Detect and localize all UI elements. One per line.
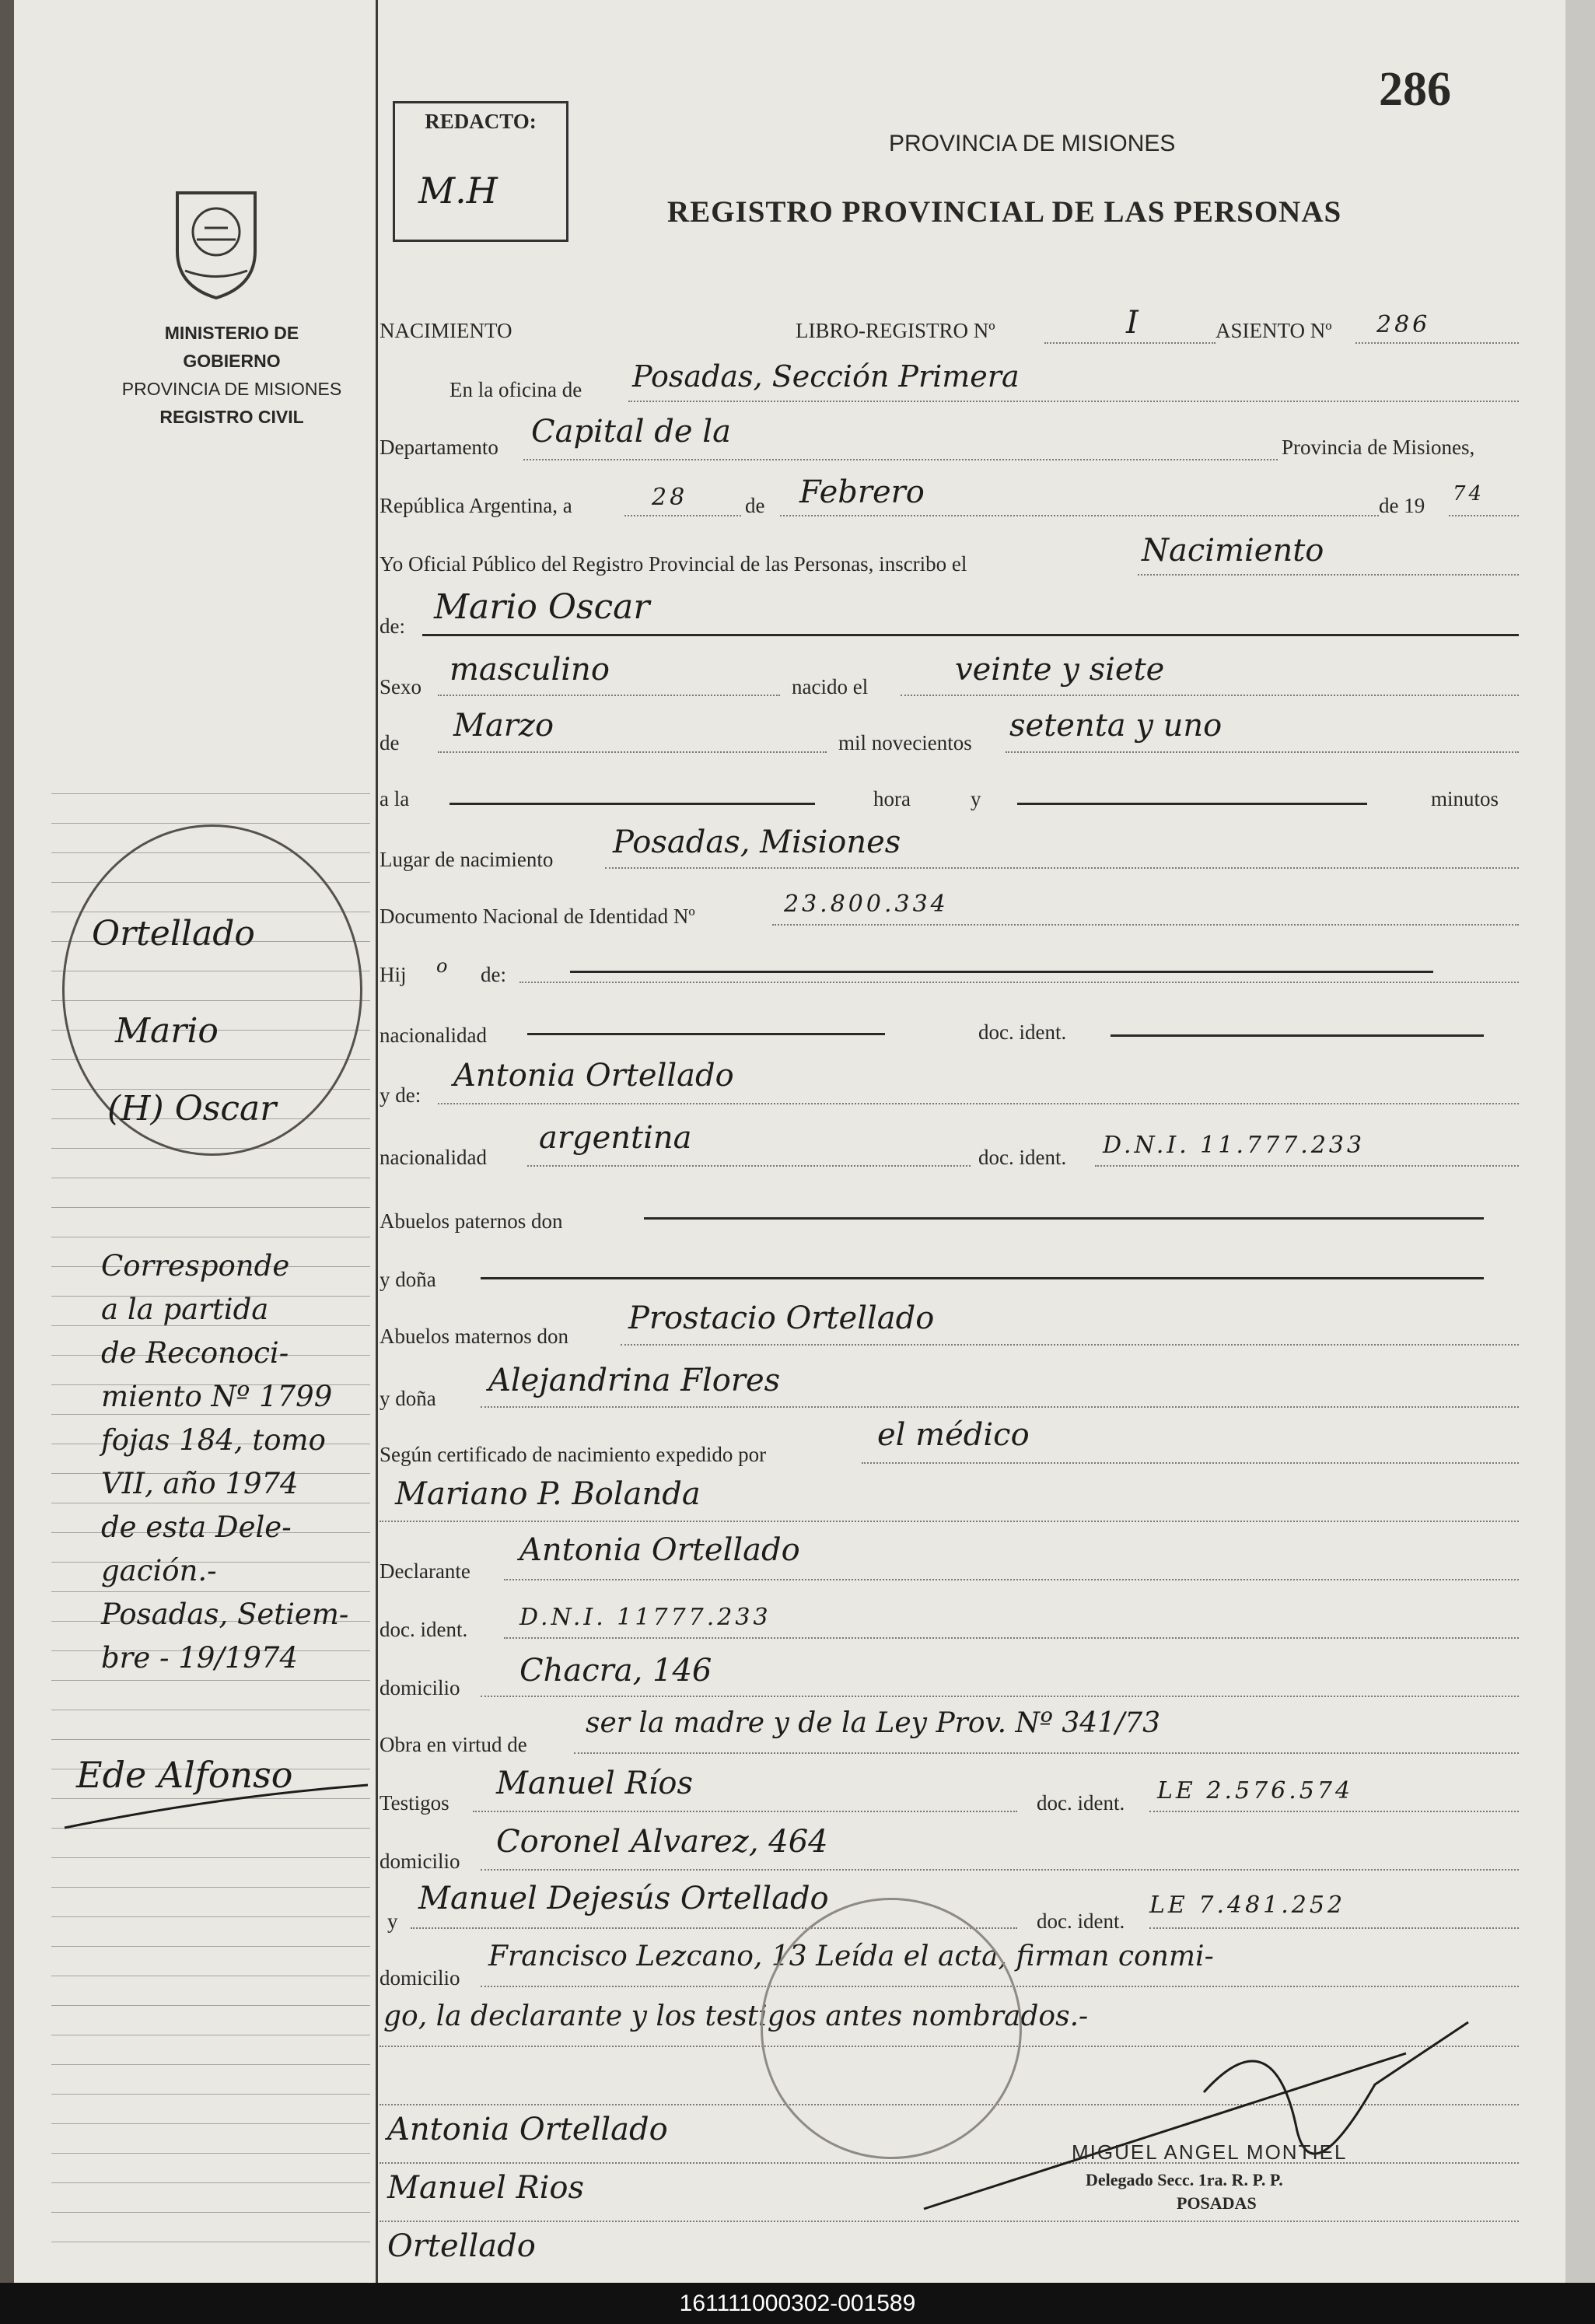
margin-rule-line [51,823,370,824]
binding-edge [0,0,14,2283]
y-label: y [971,787,981,810]
hijo-de-label: de: [481,963,506,986]
abuelos-paternos-label: Abuelos paternos don [380,1209,563,1233]
declarante-value: Antonia Ortellado [519,1532,800,1568]
margin-annotation: Corresponde a la partida de Reconoci- miento Nº 1799 fojas 184, tomo VII, año 1974 de esta Dele- gación.- Posadas, Setiem- bre - 19/1974 [101,1249,349,1675]
certificado-label: Según certificado de nacimiento expedido por [380,1443,767,1466]
margin-rule-line [51,1207,370,1208]
testigo2-value: Manuel Dejesús Ortellado [418,1881,829,1916]
certificado-value: el médico [877,1417,1030,1453]
madre-value: Antonia Ortellado [453,1058,734,1094]
a-la-label: a la [380,787,410,810]
margin-rule-line [51,2094,370,2095]
official-city: POSADAS [1177,2193,1257,2213]
abuelos-maternos-label: Abuelos maternos don [380,1325,568,1348]
margin-rule [376,0,378,2283]
margin-signature: Ede Alfonso [76,1754,293,1796]
dni-label: Documento Nacional de Identidad Nº [380,905,695,928]
medico-value: Mariano P. Bolanda [395,1476,701,1512]
page-stack-edge [1565,0,1595,2283]
redacto-box [393,101,568,242]
oficial-value: Nacimiento [1142,533,1324,569]
obra-value: ser la madre y de la Ley Prov. Nº 341/73 [586,1707,1161,1739]
province-crest-icon [166,177,267,302]
dia-value: 28 [652,484,688,511]
register-page [14,0,1565,2283]
republica-label: República Argentina, a [380,494,572,517]
margin-rule-line [51,2153,370,2154]
anio-label: de 19 [1379,494,1425,517]
ministry-line3: REGISTRO CIVIL [159,407,304,427]
abuelos-paternos-dona-label: y doña [380,1268,436,1291]
nombre-value: Mario Oscar [434,587,650,627]
domicilio-t1-value: Coronel Alvarez, 464 [496,1824,828,1860]
departamento-label: Departamento [380,436,498,459]
doc-decl-label: doc. ident. [380,1618,468,1641]
provincia-suffix: Provincia de Misiones, [1282,436,1475,459]
margin-rule-line [51,2182,370,2183]
doc-ident-label: doc. ident. [978,1020,1067,1044]
domicilio-t1-label: domicilio [380,1850,460,1873]
margin-rule-line [51,1680,370,1681]
nacido-label: nacido el [792,675,869,698]
doc-t1-label: doc. ident. [1037,1791,1125,1815]
margin-stamp-line1: Ortellado [92,914,255,954]
record-type-label: NACIMIENTO [380,319,512,342]
libro-value: I [1126,305,1139,341]
domicilio-t2-value: Francisco Lezcano, 13 Leída el acta, firman conmi- [488,1941,1214,1972]
oficial-text: Yo Oficial Público del Registro Provincial de las Personas, inscribo el [380,552,967,576]
margin-rule-line [51,1739,370,1740]
nacionalidad2-value: argentina [539,1120,692,1156]
asiento-value: 286 [1376,311,1431,338]
signature-testigo1: Manuel Rios [387,2170,585,2206]
doc-madre-value: D.N.I. 11.777.233 [1103,1132,1366,1159]
doc-t2-label: doc. ident. [1037,1909,1125,1933]
y2-label: y [387,1909,398,1933]
de-nombre-label: de: [380,614,405,638]
anio-value: 74 [1453,482,1485,506]
lugar-value: Posadas, Misiones [613,824,901,860]
y-de-label: y de: [380,1083,421,1107]
libro-label: LIBRO-REGISTRO Nº [796,319,995,342]
testigo1-value: Manuel Ríos [496,1766,694,1801]
de-label: de [745,494,765,517]
margin-rule-line [51,793,370,794]
sexo-label: Sexo [380,675,421,698]
obra-label: Obra en virtud de [380,1733,527,1756]
signature-declarante: Antonia Ortellado [387,2112,668,2147]
abuela-materna-value: Alejandrina Flores [488,1363,781,1398]
oficina-label: En la oficina de [449,378,582,401]
footer-id: 161111000302-001589 [0,2283,1595,2324]
anio-nac-value: setenta y uno [1009,708,1222,744]
nacionalidad2-label: nacionalidad [380,1146,487,1169]
ministry-line1: MINISTERIO DE GOBIERNO [164,323,299,371]
doc-t1-value: LE 2.576.574 [1157,1777,1354,1804]
margin-stamp-line2: Mario [115,1011,219,1051]
domicilio-label: domicilio [380,1676,460,1699]
margin-rule-line [51,1857,370,1858]
official-role: Delegado Secc. 1ra. R. P. P. [1086,2170,1283,2189]
de2-label: de [380,731,400,754]
oficina-value: Posadas, Sección Primera [632,359,1020,394]
hora-label: hora [873,787,911,810]
testigos-label: Testigos [380,1791,449,1815]
abuelo-materno-value: Prostacio Ortellado [628,1300,935,1336]
margin-rule-line [51,1916,370,1917]
redacto-label: REDACTO: [425,110,537,133]
mil-label: mil novecientos [838,731,972,754]
margin-rule-line [51,1946,370,1947]
hijo-suffix: o [436,955,451,977]
domicilio-t2-label: domicilio [380,1966,460,1990]
ministry-line2: PROVINCIA DE MISIONES [121,379,342,399]
sexo-value: masculino [449,652,610,688]
minutos-label: minutos [1431,787,1499,810]
abuela-materna-label: y doña [380,1387,436,1410]
margin-rule-line [51,2064,370,2065]
margin-rule-line [51,1887,370,1888]
asiento-label: ASIENTO Nº [1215,319,1332,342]
margin-rule-line [51,2005,370,2006]
mes-value: Febrero [799,474,925,510]
nacionalidad-label: nacionalidad [380,1024,487,1047]
redacto-initials: M.H [418,170,498,212]
margin-rule-line [51,2212,370,2213]
declarante-label: Declarante [380,1559,470,1583]
margin-signature-stroke [61,1742,372,1843]
nacido-value: veinte y siete [955,652,1165,688]
header-province: PROVINCIA DE MISIONES [889,131,1176,156]
domicilio-value: Chacra, 146 [519,1653,712,1689]
doc-ident2-label: doc. ident. [978,1146,1067,1169]
header-title: REGISTRO PROVINCIAL DE LAS PERSONAS [667,195,1342,229]
hijo-label: Hij [380,963,407,986]
mes-nac-value: Marzo [453,708,554,744]
departamento-value: Capital de la [531,414,731,450]
doc-t2-value: LE 7.481.252 [1149,1892,1346,1919]
page-number: 286 [1379,63,1451,116]
margin-rule-line [51,2123,370,2124]
signature-testigo2: Ortellado [387,2228,536,2264]
cierre-value: go, la declarante y los testigos antes nombrados.- [383,2000,1089,2032]
lugar-label: Lugar de nacimiento [380,848,554,871]
margin-stamp-line3: (H) Oscar [107,1089,277,1129]
dni-value: 23.800.334 [784,891,949,918]
doc-decl-value: D.N.I. 11777.233 [519,1604,771,1631]
official-name: MIGUEL ANGEL MONTIEL [1072,2140,1348,2164]
ministry-block [115,319,348,431]
